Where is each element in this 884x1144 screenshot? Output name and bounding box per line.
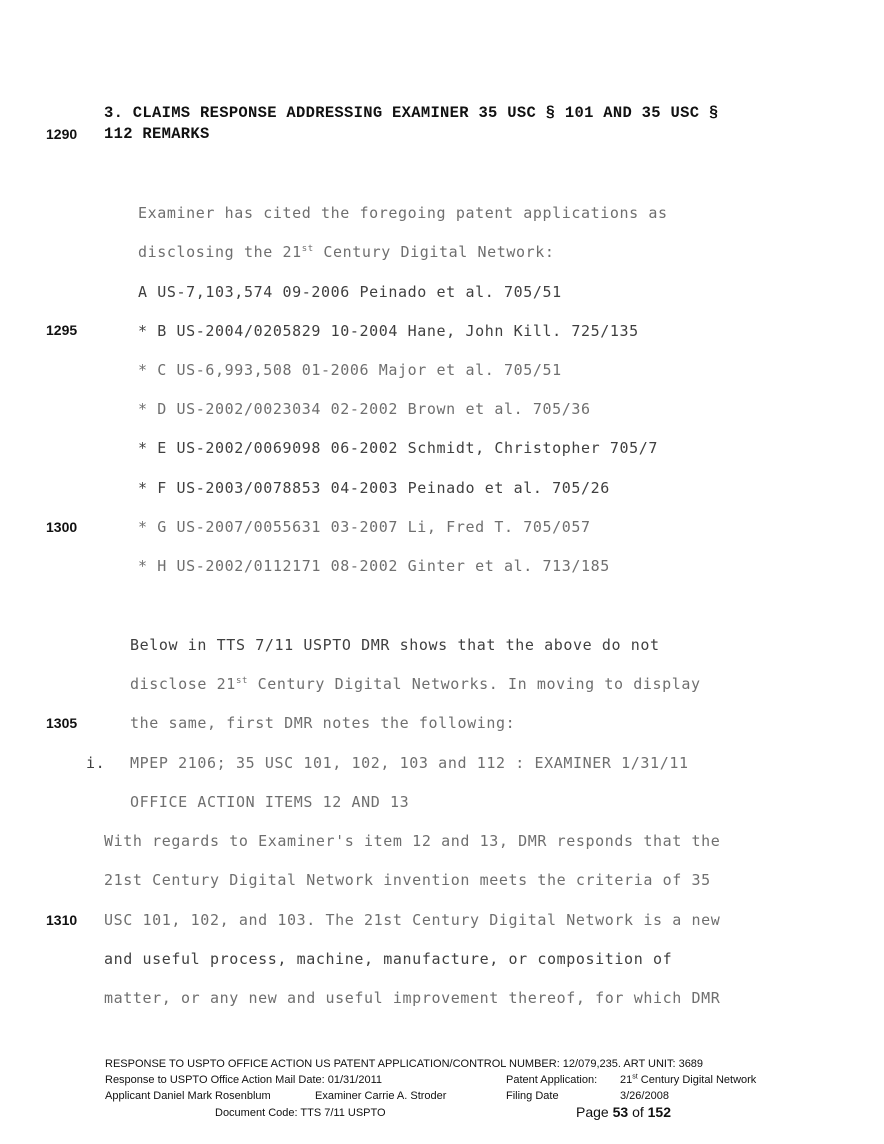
body-line: With regards to Examiner's item 12 and 13, DMR responds that the [104, 832, 721, 850]
line-number-1310: 1310 [46, 912, 78, 928]
patent-list-item: * F US-2003/0078853 04-2003 Peinado et al. 705/26 [138, 479, 610, 497]
line-number-1290: 1290 [46, 126, 78, 142]
examiner-cited-line1: Examiner has cited the foregoing patent applications as [138, 204, 668, 222]
footer-patent-application-label: Patent Application: [506, 1074, 598, 1086]
patent-list-item: * E US-2002/0069098 06-2002 Schmidt, Christopher 705/7 [138, 439, 659, 457]
below-paragraph-line2: disclose 21st Century Digital Networks. In moving to display [130, 675, 701, 693]
footer-control-number: RESPONSE TO USPTO OFFICE ACTION US PATENT APPLICATION/CONTROL NUMBER: 12/079,235. ART UNIT: 3689 [105, 1058, 704, 1070]
body-line: USC 101, 102, and 103. The 21st Century Digital Network is a new [104, 911, 721, 929]
examiner-cited-line2: disclosing the 21st Century Digital Network: [138, 243, 555, 261]
patent-list-item: * G US-2007/0055631 03-2007 Li, Fred T. 705/057 [138, 518, 591, 536]
below-paragraph-line3: the same, first DMR notes the following: [130, 714, 516, 732]
below-paragraph-line1: Below in TTS 7/11 USPTO DMR shows that the above do not [130, 636, 660, 654]
footer-mail-date: Response to USPTO Office Action Mail Date: 01/31/2011 [105, 1074, 382, 1086]
footer-filing-date-label: Filing Date [506, 1090, 559, 1102]
body-line: and useful process, machine, manufacture, or composition of [104, 950, 673, 968]
patent-list-item: * H US-2002/0112171 08-2002 Ginter et al. 713/185 [138, 557, 610, 575]
section-heading-line1: 3. CLAIMS RESPONSE ADDRESSING EXAMINER 35 USC § 101 AND 35 USC § [104, 104, 719, 122]
footer-patent-application-value: 21st Century Digital Network [620, 1073, 757, 1086]
body-line: 21st Century Digital Network invention meets the criteria of 35 [104, 871, 711, 889]
footer-applicant: Applicant Daniel Mark Rosenblum [105, 1090, 271, 1102]
patent-list-item: * C US-6,993,508 01-2006 Major et al. 705/51 [138, 361, 562, 379]
footer-examiner: Examiner Carrie A. Stroder [315, 1090, 447, 1102]
line-number-1295: 1295 [46, 322, 78, 338]
line-number-1300: 1300 [46, 519, 78, 535]
footer-filing-date-value: 3/26/2008 [620, 1090, 669, 1102]
section-heading-line2: 112 REMARKS [104, 125, 210, 143]
body-line: matter, or any new and useful improvement thereof, for which DMR [104, 989, 721, 1007]
patent-list-item: * B US-2004/0205829 10-2004 Hane, John Kill. 725/135 [138, 322, 639, 340]
item-i-line1: MPEP 2106; 35 USC 101, 102, 103 and 112 : EXAMINER 1/31/11 [130, 754, 689, 772]
item-i-line2: OFFICE ACTION ITEMS 12 AND 13 [130, 793, 410, 811]
patent-list-item: * D US-2002/0023034 02-2002 Brown et al. 705/36 [138, 400, 591, 418]
footer-document-code: Document Code: TTS 7/11 USPTO [215, 1107, 386, 1119]
patent-list-item: A US-7,103,574 09-2006 Peinado et al. 705/51 [138, 283, 562, 301]
line-number-1305: 1305 [46, 715, 78, 731]
footer-page-number: Page 53 of 152 [576, 1104, 671, 1120]
item-i-marker: i. [86, 754, 106, 772]
